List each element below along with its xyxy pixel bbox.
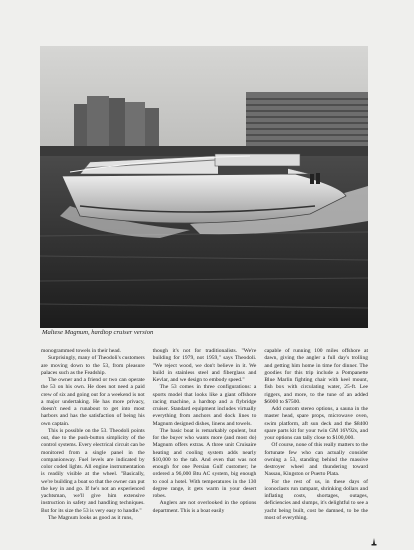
end-mark-icon [370,538,378,546]
paragraph: Anglers are not overlooked in the options department. This is a boat easily [152,500,257,514]
paragraph: The 53 comes in three configurations: a sports model that looks like a giant offshore racing machine, a hardtop and a flybridge cruiser. Standard equipment includes virtually everything from anchors and dock lines to Magnum designed dishes, linens and towels. [152,384,257,427]
paragraph: This is possible on the 53. Theodoli points out, due to the push-button simplicity of the control systems. Every electrical circuit can be monitored from a single panel in the companionway. Fuel levels are indicated by color coded lights. All engine instrumentation is readily visible at the wheel. "Basically, we're building a boat so that the owner can put the key in and go. If he's not an experienced yachtsman, we'll give him extensive instruction in safety and handling techniques. But for its size the 53 is very easy to handle." [41,427,145,514]
paragraph: For the rest of us, in these days of iconoclasts run rampant, shrinking dollars and inflating costs, shortages, outages, deficiencies and slumps, it's delightful to see a yacht being built, cost be damned, to be the most of everything. [264,478,368,521]
article-body [41,348,368,548]
paragraph: capable of running 100 miles offshore at dawn, giving the angler a full day's trolling and getting him home in time for dinner. The goodies for this trip include a Pompanette Blue Marlin fighting chair with keel mount, fish box with circulating water, 25-ft. Lee riggers, and more, to the tune of an added $6000 to $7500. [264,348,368,405]
boat-photo [40,46,368,328]
paragraph: The basic boat is remarkably opulent, but for the buyer who wants more (and most do) Magnum offers extras. A three unit Cruisaire heating and cooling system adds nearly $10,000 to the tab. And even that was not enough for one Persian Gulf customer; he ordered a 96,000 Btu AC system, big enough to cool a hotel. With temperatures in the 130 degree range, it gets warm in your desert robes. [152,427,257,499]
paragraph: Add custom stereo options, a sauna in the master head, spare props, microwave oven, swim platform, aft sun deck and the $8400 spare parts kit for your twin GM 16V92s, and your options can tally close to $100,000. [264,406,368,441]
paragraph: The Magnum looks as good as it runs, [48,514,133,521]
paragraph: though it's not for traditionalists. "We're building for 1979, not 1959," says Theodoli. "We reject wood, we don't believe in it. We build in stainless steel and fiberglass and Kevlar, and we design to embody speed." [152,348,257,383]
article-column-1 [41,348,145,548]
paragraph: The owner and a friend or two can operate the 53 on his own. He does not need a paid crew of six and going out for a weekend is not a major undertaking. He has more privacy, doesn't need a runabout to get into most harbors and has the satisfaction of being his own captain. [41,377,145,427]
paragraph: monogrammed towels in their head. [41,348,121,354]
paragraph: Surprisingly, many of Theodoli's customers are moving down to the 53, from pleasure palaces such as the Feadship. [41,355,145,376]
article-column-3 [264,348,368,548]
article-column-2 [153,348,257,548]
paragraph: Of course, none of this really matters to the fortunate few who can actually consider owning a 53, standing behind the massive destroyer wheel and thundering toward Nassau, Kingston or Puerto Plata. [264,442,368,478]
boat-photo-image [40,46,368,328]
photo-caption: Maltese Magnum, hardtop cruiser version [42,329,154,336]
